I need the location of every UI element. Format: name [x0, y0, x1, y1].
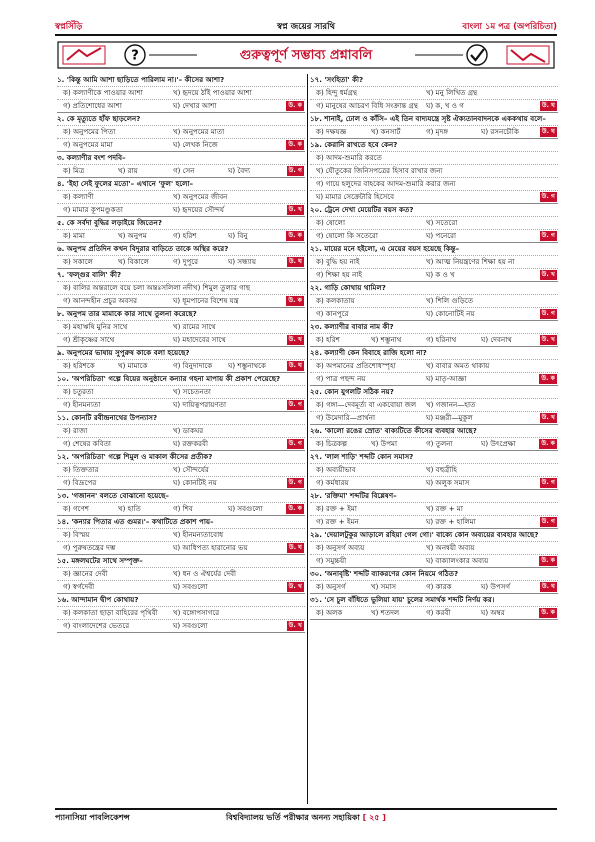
option-row	[57, 502, 305, 515]
question-text: ১৯. কেরানি রাখতে হবে কেন?	[310, 140, 398, 149]
answer-option: ক) জ্ঞানের দেবী	[63, 569, 108, 578]
question-text: ২০. ট্রেনে দেখা মেয়েটির বয়স কত?	[310, 205, 414, 214]
answer-badge: উ. খ	[288, 622, 302, 629]
answer-option: ঘ) অলুক সমাস	[426, 478, 470, 487]
answer-option: গ) শিব	[173, 504, 193, 513]
answer-option: খ) বাবার অমত থাকায়	[426, 361, 490, 370]
footer-publisher: প্যানাসিয়া পাবলিকেশন্স	[55, 813, 130, 822]
answer-option: ঘ) বৈদ্য	[228, 166, 251, 175]
option-row	[310, 177, 558, 190]
answer-option: গ) হীনমন্যতা	[63, 400, 101, 409]
answer-option: ঘ) বিনু	[228, 231, 248, 240]
answer-option: খ) যৌতুকের জিনিসপত্রের হিসাব রাখার জন্য	[316, 166, 443, 175]
question-item	[57, 217, 305, 243]
footer-title-text: বিশ্ববিদ্যালয় ভর্তি পরীক্ষার অনন্য সহায়িকা	[226, 813, 360, 822]
option-row	[310, 398, 558, 411]
question-item	[57, 269, 305, 308]
option-row	[310, 99, 558, 112]
option-row	[57, 320, 305, 333]
option-row	[57, 476, 305, 489]
question-text: ৮. অনুপম তার মামাকে কার সাথে তুলনা করেছে?	[57, 309, 197, 318]
answer-option: ঘ) দেবনাথ	[481, 335, 512, 344]
answer-option: ক) অনুসর্গ	[316, 582, 346, 591]
question-text: ২৩. কল্যাণীর বাবার নাম কী?	[310, 322, 394, 331]
answer-badge: উ. ক	[288, 141, 302, 148]
option-row	[57, 463, 305, 476]
question-item	[57, 451, 305, 490]
option-row	[310, 359, 558, 372]
option-row	[57, 541, 305, 554]
answer-option: খ) বঙ্গোপসাগরে	[173, 608, 220, 617]
answer-option: খ) ধন ও ঐশ্বর্যের দেবী	[173, 569, 237, 578]
answer-option: গ) সমুচ্চয়ী	[316, 556, 347, 565]
option-row	[57, 281, 305, 294]
option-row	[57, 333, 305, 346]
answer-option: গ) বিদ্রূপের	[63, 478, 97, 487]
answer-option: গ) সেন	[173, 166, 195, 175]
question-text: ১০. 'অপরিচিতা' গল্পে বিয়ের অনুষ্ঠানে কন্যার গহনা মাপায় কী প্রকাশ পেয়েছে?	[57, 374, 281, 383]
answer-option: ক) চতুরতা	[63, 387, 94, 396]
answer-option: গ) পাত্র পছন্দ নয়	[316, 374, 366, 383]
option-row	[310, 307, 558, 320]
question-item	[57, 243, 305, 269]
answer-option: ঘ) লেখক নিজে	[173, 140, 218, 149]
left-column	[57, 74, 305, 633]
option-row	[57, 255, 305, 268]
option-row	[57, 424, 305, 437]
option-row	[310, 268, 558, 281]
answer-option: খ) রায়	[118, 166, 138, 175]
option-row	[310, 580, 558, 593]
answer-option: গ) তুলনা	[426, 439, 453, 448]
answer-option: ক) গণেশ	[63, 504, 89, 513]
question-item	[310, 451, 558, 490]
answer-option: খ) অনুপম	[118, 231, 147, 240]
answer-option: গ) বিনুদাদাকে	[173, 361, 213, 370]
answer-option: ঘ) শম্ভুনাথকে	[228, 361, 266, 370]
answer-option: গ) প্রতিশোধের আশা	[63, 101, 122, 110]
answer-option: ঘ) আধিপত্য হারানোর ভয়	[173, 543, 248, 552]
option-row	[310, 476, 558, 489]
answer-option: খ) সমাস	[371, 582, 397, 591]
question-text: ২. কে মৃত্যুতে হাঁফ ছাড়লেন?	[57, 114, 141, 123]
answer-option: খ) অনুপমের জীবন	[173, 192, 228, 201]
answer-option: ক) হিন্দু ধর্মগ্রন্থ	[316, 88, 358, 97]
question-item	[57, 516, 305, 555]
question-text: ১৩. 'গজানন' বলতে বোঝানো হয়েছে–	[57, 491, 169, 500]
answer-option: ক) দক্ষযজ্ঞ	[316, 127, 347, 136]
question-text: ২১. মায়ের মনে হইলো, এ মেয়ের বয়স হয়েছে কিন্তু–	[310, 244, 460, 253]
question-text: ২৯. 'দেয়ালটুকুর আড়ালে রহিয়া গেল গো।' বাক্যে কোন অব্যয়ের ব্যবহার আছে?	[310, 530, 539, 539]
answer-badge: উ. খ	[541, 336, 555, 343]
answer-badge: উ. খ	[288, 583, 302, 590]
question-text: ১২. 'অপরিচিতা' গল্পে শিমুল ও মাকাল কীসের প্রতীক?	[57, 452, 213, 461]
answer-option: ঘ) দায়িত্বপরায়ণতা	[173, 400, 227, 409]
answer-option: খ) রামের সাথে	[173, 322, 216, 331]
question-item	[57, 152, 305, 178]
answer-badge: উ. ঘ	[288, 544, 302, 551]
option-row	[57, 528, 305, 541]
answer-option: গ) স্বর্গদেবী	[63, 582, 95, 591]
option-row	[310, 333, 558, 346]
question-item	[57, 113, 305, 152]
option-row	[310, 515, 558, 528]
question-item	[310, 529, 558, 568]
question-text: ১৭. 'সংহিতা' কী?	[310, 75, 364, 84]
answer-option: গ) হরিনাথ	[426, 335, 457, 344]
question-item	[310, 74, 558, 113]
answer-option: খ) অনন্বয়ী অব্যয়	[426, 543, 475, 552]
answer-option: ক) তিক্ততার	[63, 465, 99, 474]
answer-option: গ) উমেদারি—প্রার্থনা	[316, 413, 376, 422]
answer-option: ক) কলকাতায়	[316, 296, 355, 305]
answer-option: খ) সচেতনতা	[173, 387, 211, 396]
answer-badge: উ. ক	[288, 505, 302, 512]
question-text: ২৬. 'কালো রঙের স্রোত' বাক্যটিতে কীসের ব্যবহার আছে?	[310, 426, 477, 435]
header-brand: স্বপ্নসিঁড়ি	[55, 22, 83, 32]
question-item	[310, 243, 558, 282]
question-item	[57, 594, 305, 633]
option-row	[310, 164, 558, 177]
answer-option: ঘ) ক ও খ	[426, 270, 455, 279]
answer-option: ঘ) সবগুলো	[173, 582, 208, 591]
question-item	[310, 386, 558, 425]
answer-option: গ) শিক্ষা হয় নাই	[316, 270, 363, 279]
option-row	[310, 463, 558, 476]
answer-option: ঘ) অম্বর	[481, 608, 505, 617]
option-row	[57, 619, 305, 632]
answer-option: গ) গায়ে হলুদের বাহকের আদম-শুমারি করার জন্য	[316, 179, 456, 188]
answer-option: ক) কল্যাণী	[63, 192, 94, 201]
answer-option: খ) মনু লিখিত গ্রন্থ	[426, 88, 478, 97]
option-row	[57, 86, 305, 99]
question-item	[310, 282, 558, 321]
answer-badge: উ. খ	[288, 206, 302, 213]
answer-option: খ) অনুপমের মাতা	[173, 127, 225, 136]
option-row	[310, 372, 558, 385]
question-item	[57, 373, 305, 412]
question-item	[310, 347, 558, 386]
question-text: ৩১. 'সে চুল বাঁধিতে ভুলিয়া যায়' চুলের সমার্থক শব্দটি নির্ণয় কর।	[310, 595, 495, 604]
question-text: ২৮. 'রক্তিমা' শব্দটির বিশ্লেষণ–	[310, 491, 397, 500]
answer-option: ক) অলক	[316, 608, 343, 617]
answer-option: গ) করবী	[426, 608, 451, 617]
question-text: ৭. 'ফল্গুর বালি' কী?	[57, 270, 122, 279]
answer-option: খ) রক্ত + মা	[426, 504, 463, 513]
right-column	[310, 74, 558, 620]
answer-option: গ) হরিশ	[173, 231, 197, 240]
answer-option: খ) শিমুল তুলার গাছ	[192, 283, 251, 292]
answer-option: ঘ) দেখার আশা	[173, 101, 217, 110]
answer-option: ক) বালির অন্তরালে বয়ে চলা অন্তঃসলিলা নদী	[63, 283, 193, 292]
answer-option: ঘ) মঞ্জরী—মুকুল	[426, 413, 473, 422]
answer-option: খ) সৌন্দর্যের	[173, 465, 209, 474]
option-row	[57, 437, 305, 450]
answer-option: ক) বিস্ময়	[63, 530, 90, 539]
answer-option: ঘ) কোনটিই নয়	[173, 478, 217, 487]
answer-option: গ) ষোলো কি সতেরো	[316, 231, 378, 240]
answer-option: ক) হরিশকে	[63, 361, 95, 370]
question-text: ১৫. মঙ্গলঘটের সাথে সম্পৃক্ত–	[57, 556, 143, 565]
banner-title: গুরুত্বপূর্ণ সম্ভাব্য প্রশ্নাবলি	[239, 48, 373, 63]
answer-option: খ) বহুব্রীহি	[426, 465, 457, 474]
option-row	[57, 164, 305, 177]
footer-title	[55, 812, 557, 825]
answer-option: গ) মামার কূপমণ্ডুকতা	[63, 205, 123, 214]
option-row	[310, 86, 558, 99]
questions-area	[57, 74, 560, 804]
question-item	[310, 594, 558, 620]
answer-option: ক) কল্যাণীকে পাওয়ার আশা	[63, 88, 143, 97]
answer-option: খ) শিলি গুড়িতে	[426, 296, 474, 305]
option-row	[57, 229, 305, 242]
answer-badge: উ. ক	[541, 440, 555, 447]
question-text: ১৮. শানাই, ঢোল ও কাঁসি– এই তিন বাদ্যযন্ত্রে সৃষ্ট ঐক্যতানবাদনকে এককথায় বলে–	[310, 114, 546, 123]
answer-option: ক) কলকাতা ছাড়া বাহিরের পৃথিবী	[63, 608, 158, 617]
question-text: ২২. গাড়ি কোথায় থামিল?	[310, 283, 386, 292]
column-divider	[307, 74, 308, 804]
question-text: ৬. অনুপম প্রতিদিন কখন বিদুরার বাড়িতে তাকে অস্থির করে?	[57, 244, 229, 253]
question-item	[310, 321, 558, 347]
option-row	[57, 567, 305, 580]
answer-option: গ) কানপুরে	[316, 309, 349, 318]
answer-option: ক) মিত্র	[63, 166, 85, 175]
answer-option: খ) আত্ম নিয়ন্ত্রণের শিক্ষা হয় না	[426, 257, 515, 266]
question-item	[57, 490, 305, 516]
answer-option: খ) শতদল	[371, 608, 400, 617]
answer-badge: উ. গ	[541, 232, 555, 239]
option-row	[57, 359, 305, 372]
answer-option: গ) আনন্দহীন প্রচুর অবসর	[63, 296, 138, 305]
question-text: ৫. কে সর্বদা বুদ্ধির লড়াইয়ে জিতেন?	[57, 218, 163, 227]
answer-option: খ) মামাকে	[118, 361, 148, 370]
answer-option: খ) শম্ভুনাথ	[371, 335, 402, 344]
answer-option: ক) গঙ্গা—দেবমূর্ত্য বা একবোয়া জল	[316, 400, 417, 409]
answer-option: ক) মহাঋষি মুনির সাথে	[63, 322, 128, 331]
answer-badge: উ. ক	[288, 102, 302, 109]
answer-option: ক) অনুপমের পিতা	[63, 127, 116, 136]
answer-option: ঘ) মাতৃ-আজ্ঞা	[426, 374, 467, 383]
answer-option: ঘ) রক্তকরবী	[173, 439, 209, 448]
question-text: ১১. কোনটি রবীন্দ্রনাথের উপন্যাস?	[57, 413, 158, 422]
answer-option: গ) দুপুরে	[173, 257, 198, 266]
answer-option: খ) উপমা	[371, 439, 398, 448]
option-row	[57, 99, 305, 112]
question-item	[57, 178, 305, 217]
answer-option: গ) শেষের কবিতা	[63, 439, 111, 448]
answer-option: গ) মৃদঙ্গ	[426, 127, 449, 136]
answer-option: ক) মামা	[63, 231, 85, 240]
answer-option: ঘ) উৎপ্রেক্ষা	[481, 439, 516, 448]
answer-option: ক) আদম-শুমারি করতে	[316, 153, 382, 162]
answer-option: ঘ) সন্ধ্যায়	[228, 257, 257, 266]
page-header	[55, 20, 557, 34]
header-tagline: স্বপ্ন জয়ের সারথি	[276, 22, 336, 32]
answer-option: গ) পুরুষতন্ত্রের দম্ভ	[63, 543, 116, 552]
answer-badge: উ. ঘ	[288, 258, 302, 265]
answer-option: ক) বুদ্ধি হয় নাই	[316, 257, 360, 266]
answer-option: ক) অনুসর্গ অব্যয়	[316, 543, 365, 552]
question-text: ২৪. কল্যাণী কেন বিবাহে রাজি হলো না?	[310, 348, 427, 357]
question-item	[310, 425, 558, 451]
answer-badge: উ. ঘ	[541, 102, 555, 109]
answer-option: ঘ) মামার সেক্রেটারি হিসেবে	[316, 192, 395, 201]
option-row	[310, 216, 558, 229]
answer-option: গ) রক্ত + ইমন	[316, 517, 359, 526]
question-item	[310, 204, 558, 243]
option-row	[310, 229, 558, 242]
answer-option: খ) হাতি	[118, 504, 141, 513]
section-banner	[57, 40, 555, 70]
answer-option: গ) বাংলাদেশের ভেতরে	[63, 621, 130, 630]
answer-option: ঘ) রসনচৌকি	[481, 127, 519, 136]
question-item	[310, 139, 558, 204]
question-item	[57, 347, 305, 373]
answer-badge: উ. গ	[288, 479, 302, 486]
option-row	[310, 294, 558, 307]
option-row	[310, 606, 558, 619]
question-mark-icon: ?	[131, 48, 139, 64]
answer-option: খ) কনসার্ট	[371, 127, 401, 136]
option-row	[57, 398, 305, 411]
answer-badge: উ. ক	[288, 297, 302, 304]
option-row	[310, 190, 558, 203]
question-text: ২৭. 'লাল শাড়ি' শব্দটি কোন সমাস?	[310, 452, 414, 461]
answer-badge: উ. ঘ	[288, 362, 302, 369]
option-row	[310, 541, 558, 554]
answer-option: ঘ) হৃদয়ের সৌন্দর্য	[173, 205, 224, 214]
answer-option: ক) হরিশ	[316, 335, 340, 344]
header-subject: বাংলা ১ম পত্র (অপরিচিতা)	[462, 22, 557, 32]
answer-option: ক) অপমানের প্রতিশোধস্পৃহা	[316, 361, 396, 370]
question-text: ১৪. 'কন্যার পিতার এত গুমর।'– কথাটিতে প্রকাশ পায়–	[57, 517, 214, 526]
answer-option: ঘ) পনেরো	[426, 231, 457, 240]
answer-badge: উ. ক	[541, 557, 555, 564]
answer-option: গ) শ্রীকৃষ্ণের সাথে	[63, 335, 115, 344]
option-row	[310, 554, 558, 567]
option-row	[57, 385, 305, 398]
answer-option: গ) কারক	[426, 582, 452, 591]
answer-option: ঘ) সবগুলো	[173, 621, 208, 630]
answer-badge: উ. ঘ	[541, 128, 555, 135]
option-row	[310, 411, 558, 424]
answer-option: খ) হীনমন্যতাবোধ	[173, 530, 224, 539]
question-item	[57, 555, 305, 594]
answer-option: ঘ) মহাদেবের সাথে	[173, 335, 226, 344]
answer-option: খ) সতেরো	[426, 218, 458, 227]
page-number: [ ২৫ ]	[362, 813, 386, 822]
answer-option: খ) গজানন—হাত	[426, 400, 476, 409]
option-row	[57, 125, 305, 138]
answer-badge: উ. ক	[541, 375, 555, 382]
answer-badge: উ. গ	[288, 440, 302, 447]
footer-rule	[55, 808, 557, 810]
question-item	[57, 308, 305, 347]
answer-option: ঘ) সবগুলো	[228, 504, 263, 513]
answer-badge: উ. গ	[541, 310, 555, 317]
answer-badge: উ. খ	[541, 271, 555, 278]
question-item	[310, 568, 558, 594]
answer-option: খ) হৃদয়ে ঠাঁই পাওয়ার আশা	[173, 88, 252, 97]
answer-badge: উ. গ	[541, 479, 555, 486]
answer-option: ঘ) বাক্যালংকার অব্যয়	[426, 556, 489, 565]
question-item	[310, 490, 558, 529]
answer-badge: উ. ঘ	[541, 583, 555, 590]
question-text: ৯. অনুপমের ভাষায় সুপুরুষ কাকে বলা হয়েছে?	[57, 348, 190, 357]
answer-badge: উ. ক	[288, 232, 302, 239]
question-item	[310, 113, 558, 139]
option-row	[57, 294, 305, 307]
question-item	[57, 412, 305, 451]
option-row	[57, 606, 305, 619]
option-row	[310, 437, 558, 450]
question-text: ৩০. 'অনাবৃষ্টি' শব্দটি ব্যাকরণের কোন নিয়মে গঠিত?	[310, 569, 459, 578]
answer-badge: উ. গ	[541, 518, 555, 525]
question-text: ৩. কল্যাণীর বংশ পদবি–	[57, 153, 126, 162]
answer-option: ঘ) ক, খ ও গ	[426, 101, 464, 110]
header-rule	[55, 34, 557, 36]
option-row	[57, 580, 305, 593]
answer-badge: উ. খ	[288, 336, 302, 343]
option-row	[310, 151, 558, 164]
answer-option: ক) অব্যয়ীভাব	[316, 465, 356, 474]
answer-option: খ) বিকালে	[118, 257, 149, 266]
answer-option: গ) মানুষের আচরণ বিধি সংক্রান্ত গ্রন্থ	[316, 101, 418, 110]
option-row	[310, 255, 558, 268]
option-row	[57, 203, 305, 216]
answer-option: ঘ) রক্ত + হালিমা	[426, 517, 476, 526]
question-text: ৪. 'ইহা সেই ফুলের মতো'– এখানে 'ফুল' হলো–	[57, 179, 194, 188]
option-row	[57, 138, 305, 151]
answer-option: ঘ) উপসর্গ	[481, 582, 511, 591]
answer-option: গ) কর্মধারয়	[316, 478, 349, 487]
option-row	[57, 190, 305, 203]
question-item	[57, 74, 305, 113]
answer-option: ক) ষোলো	[316, 218, 346, 227]
answer-badge: উ. খ	[541, 414, 555, 421]
answer-option: ক) রক্ত + ইমা	[316, 504, 357, 513]
question-text: ২৫. কোন যুগলটি সঠিক নয়?	[310, 387, 394, 396]
answer-badge: উ. গ	[288, 167, 302, 174]
answer-option: ক) রাজা	[63, 426, 88, 435]
answer-badge: উ. ক	[541, 609, 555, 616]
answer-badge: উ. গ	[288, 401, 302, 408]
question-text: ১৬. আন্দামান দ্বীপ কোথায়?	[57, 595, 139, 604]
answer-option: খ) ডাকঘর	[173, 426, 204, 435]
question-text: ১. 'কিন্তু আমি আশা ছাড়িতে পারিলাম না।'– কীসের আশা?	[57, 75, 225, 84]
answer-option: ঘ) ধূমপানের বিশেষ যন্ত্র	[173, 296, 239, 305]
option-row	[310, 502, 558, 515]
answer-badge: উ. গ	[541, 193, 555, 200]
option-row	[310, 125, 558, 138]
answer-option: ক) চিত্রকল্প	[316, 439, 348, 448]
answer-option: গ) অনুপমের মামা	[63, 140, 113, 149]
answer-option: ক) সকালে	[63, 257, 93, 266]
answer-option: ঘ) কোনোটিই নয়	[426, 309, 475, 318]
